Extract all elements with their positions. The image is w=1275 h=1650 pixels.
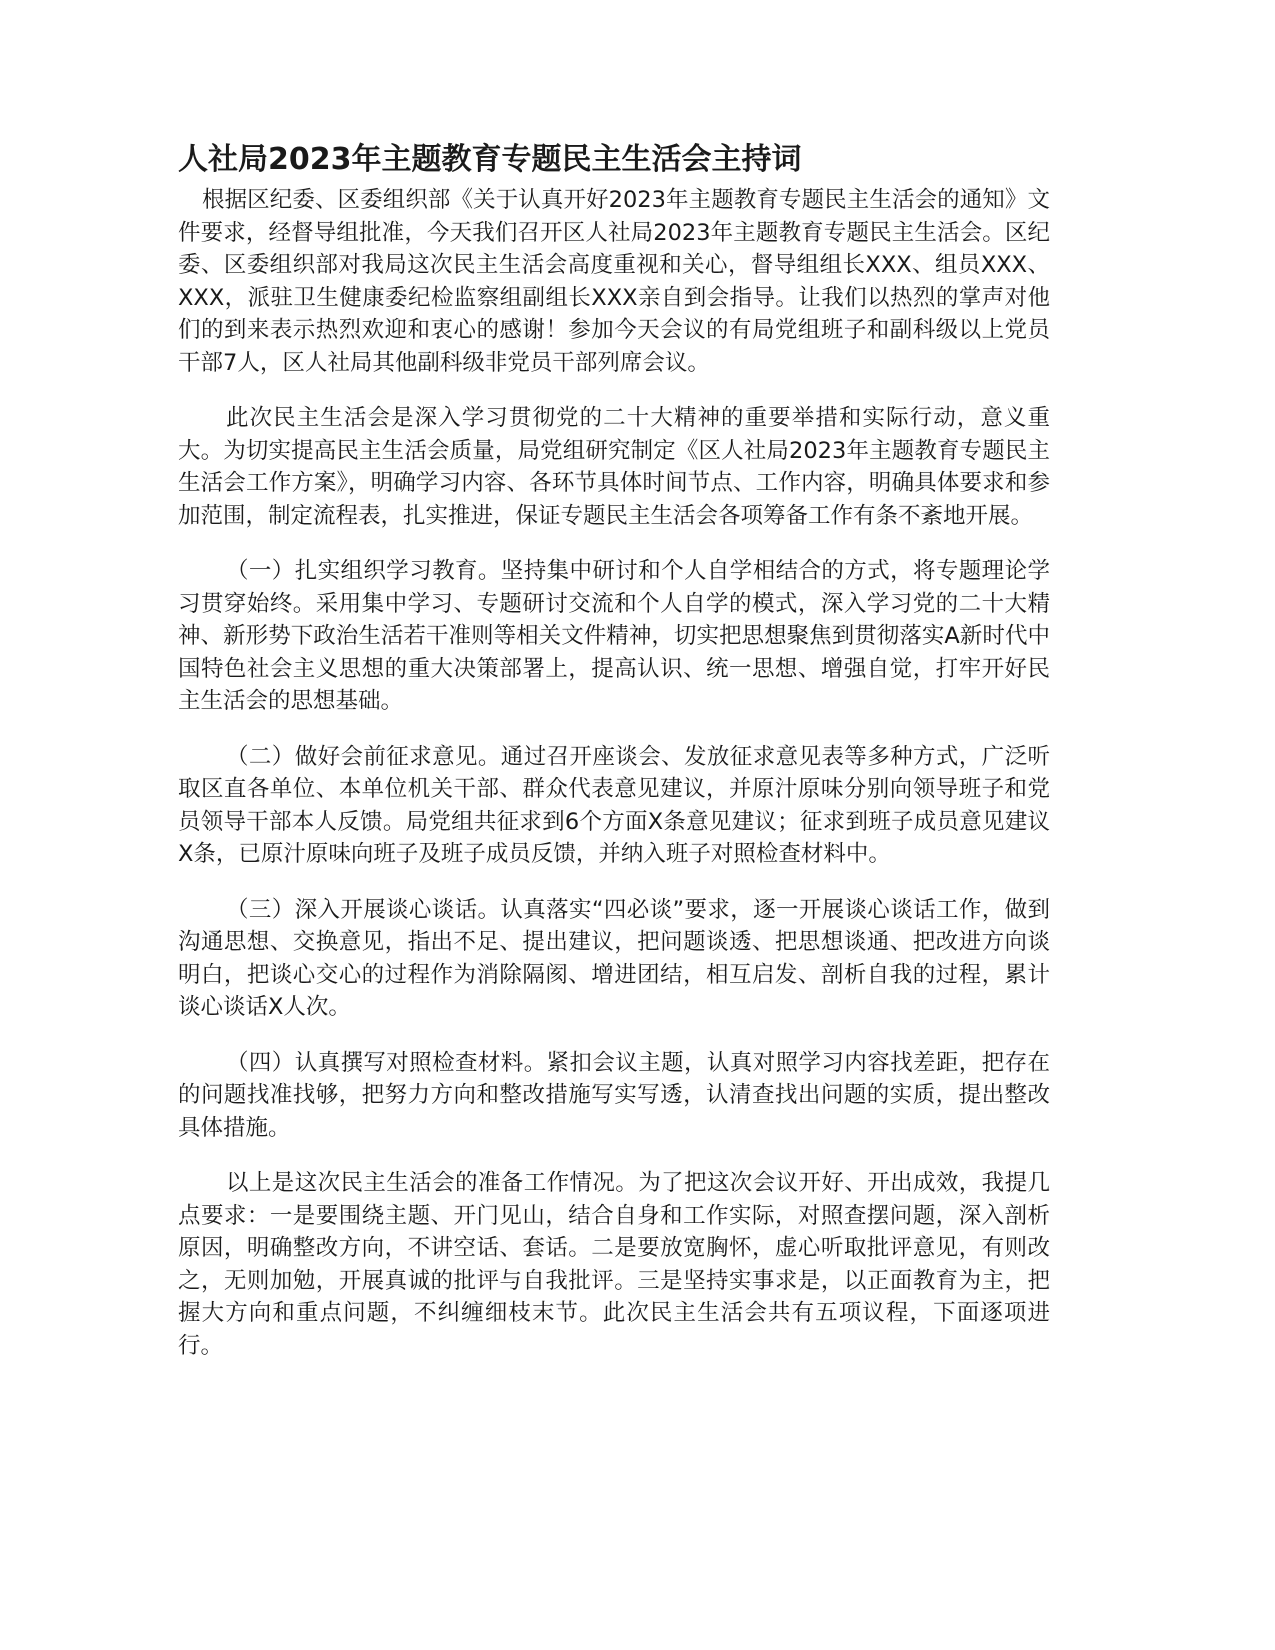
paragraph-section-4: （四）认真撰写对照检查材料。紧扣会议主题，认真对照学习内容找差距，把存在的问题找准找够，把努力方向和整改措施写实写透，认清查找出问题的实质，提出整改具体措施。 <box>178 1049 1050 1141</box>
document-title: 人社局2023年主题教育专题民主生活会主持词 <box>178 142 802 177</box>
paragraph-section-1: （一）扎实组织学习教育。坚持集中研讨和个人自学相结合的方式，将专题理论学习贯穿始终。采用集中学习、专题研讨交流和个人自学的模式，深入学习党的二十大精神、新形势下政治生活若干准则等相关文件精神，切实把思想聚焦到贯彻落实A新时代中国特色社会主义思想的重大决策部署上，提高认识、统一思想、增强自觉，打牢开好民主生活会的思想基础。 <box>178 558 1050 714</box>
paragraph-section-3: （三）深入开展谈心谈话。认真落实“四必谈”要求，逐一开展谈心谈话工作，做到沟通思想、交换意见，指出不足、提出建议，把问题谈透、把思想谈通、把改进方向谈明白，把谈心交心的过程作为消除隔阂、增进团结，相互启发、剖析自我的过程，累计谈心谈话X人次。 <box>178 896 1050 1020</box>
paragraph-opening: 根据区纪委、区委组织部《关于认真开好2023年主题教育专题民主生活会的通知》文件要求，经督导组批准，今天我们召开区人社局2023年主题教育专题民主生活会。区纪委、区委组织部对我局这次民主生活会高度重视和关心，督导组组长XXX、组员XXX、XXX，派驻卫生健康委纪检监察组副组长XXX亲自到会指导。让我们以热烈的掌声对他们的到来表示热烈欢迎和衷心的感谢！参加今天会议的有局党组班子和副科级以上党员干部7人，区人社局其他副科级非党员干部列席会议。 <box>178 187 1050 376</box>
paragraph-significance: 此次民主生活会是深入学习贯彻党的二十大精神的重要举措和实际行动，意义重大。为切实提高民主生活会质量，局党组研究制定《区人社局2023年主题教育专题民主生活会工作方案》，明确学习内容、各环节具体时间节点、工作内容，明确具体要求和参加范围，制定流程表，扎实推进，保证专题民主生活会各项筹备工作有条不紊地开展。 <box>178 405 1050 529</box>
document-page <box>178 138 1050 1362</box>
paragraph-requirements: 以上是这次民主生活会的准备工作情况。为了把这次会议开好、开出成效，我提几点要求：一是要围绕主题、开门见山，结合自身和工作实际，对照查摆问题，深入剖析原因，明确整改方向，不讲空话、套话。二是要放宽胸怀，虚心听取批评意见，有则改之，无则加勉，开展真诚的批评与自我批评。三是坚持实事求是，以正面教育为主，把握大方向和重点问题，不纠缠细枝末节。此次民主生活会共有五项议程，下面逐项进行。 <box>178 1170 1050 1359</box>
paragraph-section-2: （二）做好会前征求意见。通过召开座谈会、发放征求意见表等多种方式，广泛听取区直各单位、本单位机关干部、群众代表意见建议，并原汁原味分别向领导班子和党员领导干部本人反馈。局党组共征求到6个方面X条意见建议；征求到班子成员意见建议X条，已原汁原味向班子及班子成员反馈，并纳入班子对照检查材料中。 <box>178 743 1050 867</box>
